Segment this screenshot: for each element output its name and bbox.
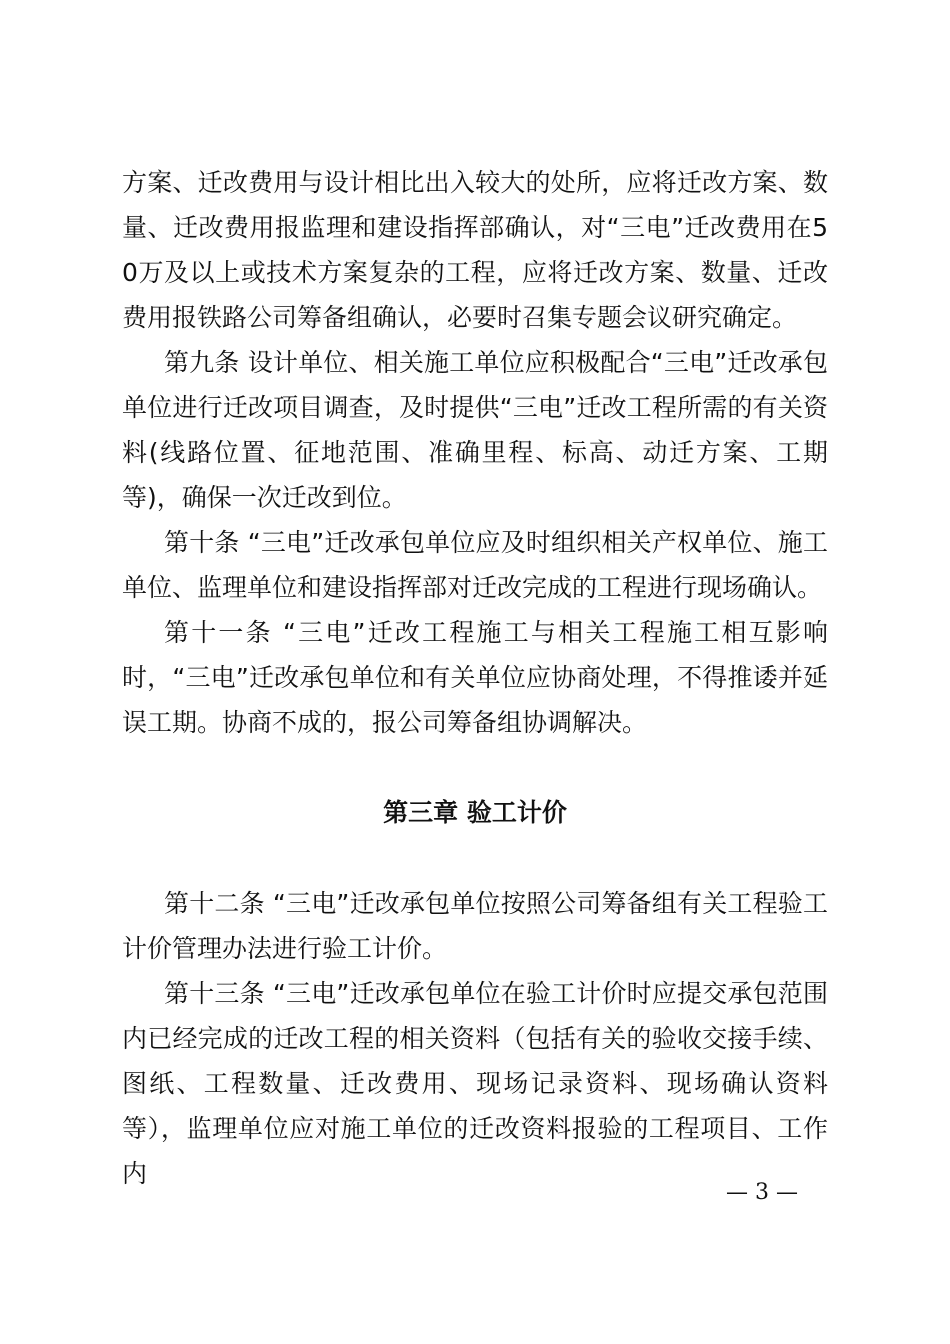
article-13: 第十三条 “三电”迁改承包单位在验工计价时应提交承包范围内已经完成的迁改工程的相关资料（包括有关的验收交接手续、图纸、工程数量、迁改费用、现场记录资料、现场确认资料等），监理单位应对施工单位的迁改资料报验的工程项目、工作内 xyxy=(122,979,828,1188)
document-body xyxy=(122,160,828,1196)
article-12: 第十二条 “三电”迁改承包单位按照公司筹备组有关工程验工计价管理办法进行验工计价。 xyxy=(122,889,828,963)
paragraph-continuation: 方案、迁改费用与设计相比出入较大的处所，应将迁改方案、数量、迁改费用报监理和建设指挥部确认，对“三电”迁改费用在50万及以上或技术方案复杂的工程，应将迁改方案、数量、迁改费用报铁路公司筹备组确认，必要时召集专题会议研究确定。 xyxy=(122,168,828,332)
article-9: 第九条 设计单位、相关施工单位应积极配合“三电”迁改承包单位进行迁改项目调查，及时提供“三电”迁改工程所需的有关资料(线路位置、征地范围、准确里程、标高、动迁方案、工期等)，确保一次迁改到位。 xyxy=(122,348,828,512)
article-11: 第十一条 “三电”迁改工程施工与相关工程施工相互影响时，“三电”迁改承包单位和有关单位应协商处理，不得推诿并延误工期。协商不成的，报公司筹备组协调解决。 xyxy=(122,618,828,737)
article-10: 第十条 “三电”迁改承包单位应及时组织相关产权单位、施工单位、监理单位和建设指挥部对迁改完成的工程进行现场确认。 xyxy=(122,528,828,602)
page-number: — 3 — xyxy=(726,1180,798,1205)
chapter-title: 第三章 验工计价 xyxy=(383,798,567,827)
